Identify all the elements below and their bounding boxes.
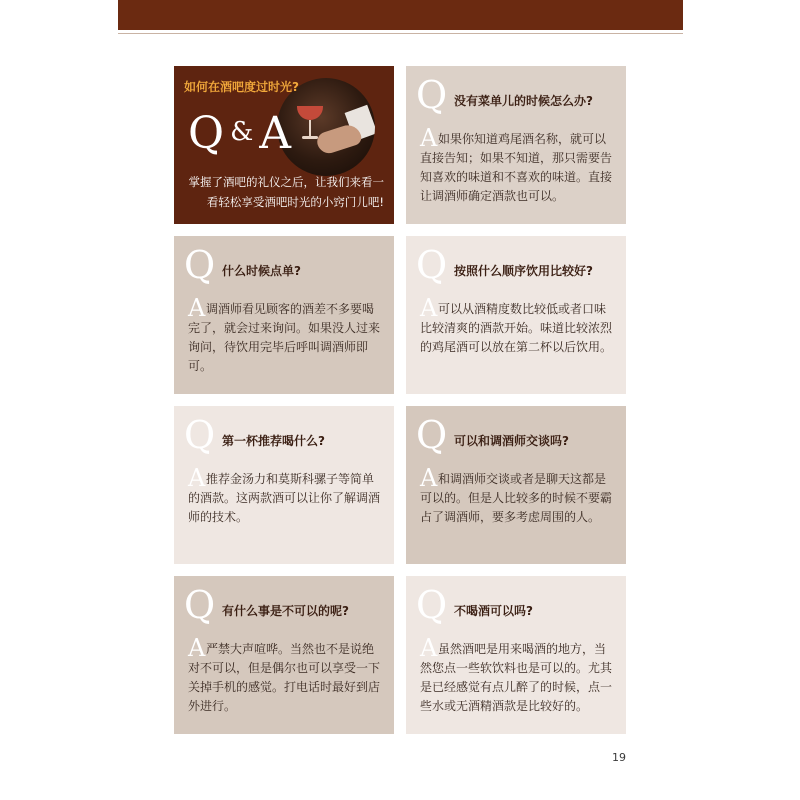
qa-card-drinking-order <box>406 236 626 394</box>
intro-ampersand: & <box>230 117 256 147</box>
intro-card <box>174 66 394 224</box>
qa-card-talk-bartender <box>406 406 626 564</box>
question-text: 什么时候点单? <box>222 264 301 278</box>
glass-stem-shape <box>309 120 311 136</box>
answer-text: 推荐金汤力和莫斯科骡子等简单的酒款。这两款酒可以让你了解调酒师的技术。 <box>188 472 381 524</box>
intro-qa-heading <box>188 108 293 159</box>
intro-title: 如何在酒吧度过时光? <box>184 80 299 94</box>
answer-mark-letter: A <box>188 464 206 492</box>
qa-card-no-alcohol <box>406 576 626 734</box>
question-text: 不喝酒可以吗? <box>454 604 533 618</box>
intro-a-letter: A <box>259 108 294 159</box>
answer-mark-letter: A <box>188 634 206 662</box>
answer-text: 和调酒师交谈或者是聊天这都是可以的。但是人比较多的时候不要霸占了调酒师，要多考虑周围的人。 <box>420 472 613 524</box>
answer-mark-letter: A <box>420 634 438 662</box>
question-text: 第一杯推荐喝什么? <box>222 434 325 448</box>
question-text: 有什么事是不可以的呢? <box>222 604 349 618</box>
answer-text: 如果你知道鸡尾酒名称，就可以直接告知；如果不知道，那只需要告知喜欢的味道和不喜欢的味道。直接让调酒师确定酒款也可以。 <box>420 132 613 203</box>
qa-card-when-to-order <box>174 236 394 394</box>
question-mark-letter: Q <box>184 243 216 287</box>
answer-text: 虽然酒吧是用来喝酒的地方，当然您点一些软饮料也是可以的。尤其是已经感觉有点儿醉了的时候，点一些水或无酒精酒款是比较好的。 <box>420 642 613 713</box>
header-rule <box>118 33 683 34</box>
question-text: 可以和调酒师交谈吗? <box>454 434 569 448</box>
question-mark-letter: Q <box>416 413 448 457</box>
question-text: 按照什么顺序饮用比较好? <box>454 264 593 278</box>
intro-description: 掌握了酒吧的礼仪之后，让我们来看一看轻松享受酒吧时光的小窍门儿吧! <box>188 175 384 209</box>
qa-card-no-menu <box>406 66 626 224</box>
question-mark-letter: Q <box>416 243 448 287</box>
page-number: 19 <box>612 751 626 764</box>
qa-card-what-not-to-do <box>174 576 394 734</box>
answer-text: 调酒师看见顾客的酒差不多要喝完了，就会过来询问。如果没人过来询问，待饮用完毕后呼叫调酒师即可。 <box>188 302 381 373</box>
question-mark-letter: Q <box>416 583 448 627</box>
intro-q-letter: Q <box>188 108 227 159</box>
answer-mark-letter: A <box>420 464 438 492</box>
answer-mark-letter: A <box>420 294 438 322</box>
qa-card-first-drink <box>174 406 394 564</box>
question-mark-letter: Q <box>184 413 216 457</box>
glass-cup-shape <box>297 106 323 120</box>
question-text: 没有菜单儿的时候怎么办? <box>454 94 593 108</box>
answer-text: 可以从酒精度数比较低或者口味比较清爽的酒款开始。味道比较浓烈的鸡尾酒可以放在第二杯以后饮用。 <box>420 302 613 354</box>
question-mark-letter: Q <box>184 583 216 627</box>
answer-mark-letter: A <box>420 124 438 152</box>
answer-mark-letter: A <box>188 294 206 322</box>
question-mark-letter: Q <box>416 73 448 117</box>
header-band <box>118 0 683 30</box>
answer-text: 严禁大声喧哗。当然也不是说绝对不可以，但是偶尔也可以享受一下关掉手机的感觉。打电话时最好到店外进行。 <box>188 642 381 713</box>
glass-base-shape <box>302 136 318 139</box>
